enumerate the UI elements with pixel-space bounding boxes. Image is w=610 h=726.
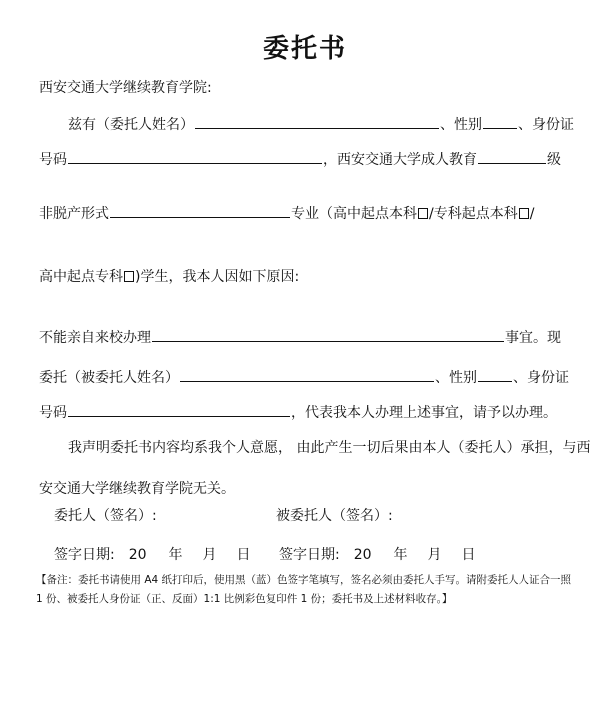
matter-text: 事宜。现 — [505, 330, 561, 346]
student-text: )学生，我本人因如下原因: — [135, 269, 300, 285]
reason-field[interactable] — [152, 327, 504, 342]
option-college-to-bachelor: /专科起点本科 — [429, 206, 518, 222]
option-hs-to-college: 高中起点专科 — [39, 269, 123, 285]
principal-id-line — [39, 149, 561, 169]
grade-label: 级 — [547, 152, 561, 168]
student-line — [39, 268, 299, 286]
agent-month-label: 月 — [427, 547, 442, 563]
principal-id-field[interactable] — [68, 149, 322, 164]
principal-name-field[interactable] — [195, 114, 439, 129]
agent-id-number-label: 号码 — [39, 405, 67, 421]
principal-gender-label: 、性别 — [440, 117, 482, 133]
document-title: 委托书 — [262, 34, 347, 64]
principal-name-label: 兹有（委托人姓名） — [68, 117, 194, 133]
school-text: ，西安交通大学成人教育 — [323, 152, 477, 168]
reason-line — [39, 327, 561, 347]
principal-line — [68, 114, 574, 134]
agent-id-label: 、身份证 — [513, 370, 569, 386]
agent-gender-label: 、性别 — [435, 370, 477, 386]
declaration-line-1: 我声明委托书内容均系我个人意愿， 由此产生一切后果由本人（委托人）承担，与西 — [68, 440, 591, 456]
principal-year-label: 年 — [168, 547, 183, 563]
principal-id-label: 、身份证 — [518, 117, 574, 133]
principal-gender-field[interactable] — [483, 114, 517, 129]
agent-day-label: 日 — [461, 547, 476, 563]
agent-id-line — [39, 402, 557, 422]
checkbox-hs-to-college[interactable] — [124, 271, 134, 282]
agent-year-label: 年 — [393, 547, 408, 563]
major-label: 专业（高中起点本科 — [291, 206, 417, 222]
agent-name-field[interactable] — [180, 367, 434, 382]
agent-date-line — [279, 546, 476, 564]
mode-label: 非脱产形式 — [39, 206, 109, 222]
agent-signature-label: 被委托人（签名）: — [276, 508, 393, 524]
agent-date-label: 签字日期: — [279, 547, 340, 563]
remarks-note: 【备注：委托书请使用 A4 纸打印后，使用黑（蓝）色签字笔填写，签名必须由委托人手写。请附委托人人证合一照 1 份、被委托人身份证（正、反面）1:1 比例彩色复印件 1 份；委托书及上述材料收存。】 — [36, 574, 572, 605]
principal-date-label: 签字日期: — [54, 547, 115, 563]
agent-id-field[interactable] — [68, 402, 290, 417]
checkbox-hs-to-bachelor[interactable] — [418, 208, 428, 219]
principal-month-label: 月 — [202, 547, 217, 563]
grade-field[interactable] — [478, 149, 546, 164]
checkbox-college-to-bachelor[interactable] — [519, 208, 529, 219]
principal-year-prefix: 20 — [128, 547, 147, 563]
agent-year-prefix: 20 — [353, 547, 372, 563]
principal-id-number-label: 号码 — [39, 152, 67, 168]
agent-line — [39, 367, 569, 387]
cannot-attend-text: 不能亲自来校办理 — [39, 330, 151, 346]
agent-name-label: 委托（被委托人姓名） — [39, 370, 179, 386]
agent-gender-field[interactable] — [478, 367, 512, 382]
major-line — [39, 203, 534, 223]
major-field[interactable] — [110, 203, 290, 218]
principal-signature-label: 委托人（签名）: — [54, 508, 157, 524]
addressee: 西安交通大学继续教育学院: — [39, 80, 212, 96]
represent-text: ，代表我本人办理上述事宜，请予以办理。 — [291, 405, 557, 421]
principal-day-label: 日 — [236, 547, 251, 563]
declaration-line-2: 安交通大学继续教育学院无关。 — [39, 481, 235, 497]
slash-separator: / — [529, 206, 535, 222]
principal-date-line — [54, 546, 251, 564]
